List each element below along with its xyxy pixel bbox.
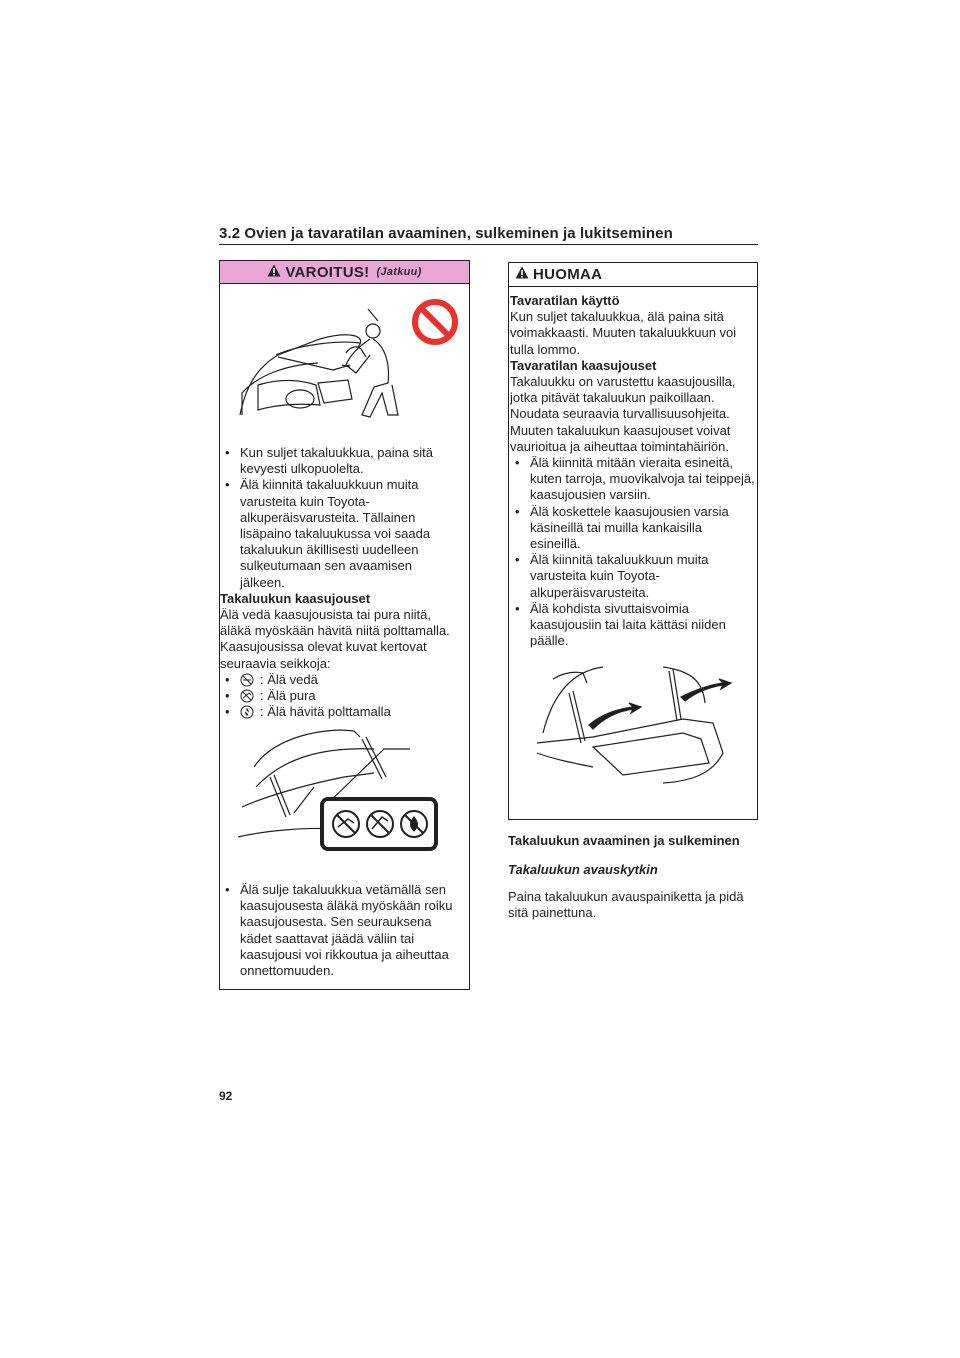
list-item: • Älä kiinnitä takaluukkuun muita varusteita kuin Toyota-alkuperäisvarusteita. Tällainen lisäpaino takaluukussa voi saada takaluukun äkillisesti uudelleen sulkeutumaan sen avaamisen jälkeen. <box>225 477 431 590</box>
gas-strut-labels-illustration <box>234 727 464 857</box>
list-item: • : Älä vedä <box>225 671 318 687</box>
notice-subheading-2: Tavaratilan kaasujouset <box>510 357 657 373</box>
warning-text <box>220 445 460 720</box>
list-item: • : Älä hävitä polttamalla <box>225 704 391 720</box>
notice-header <box>509 263 757 287</box>
main-heading: Takaluukun avaaminen ja sulkeminen <box>508 833 740 848</box>
no-burn-icon <box>240 705 254 719</box>
notice-title: HUOMAA <box>533 266 603 283</box>
list-item: • : Älä pura <box>225 688 316 704</box>
list-item: • Älä koskettele kaasujousien varsia käsineillä tai muilla kankaisilla esineillä. <box>515 503 729 552</box>
closing-trunk-illustration <box>238 295 468 425</box>
notice-paragraph-1: Kun suljet takaluukkua, älä paina sitä voimakkaasti. Muuten takaluukkuun voi tulla lommo. <box>510 309 737 357</box>
warning-suffix: (Jatkuu) <box>376 266 422 278</box>
list-item: • Älä kiinnitä takaluukkuun muita varusteita kuin Toyota-alkuperäisvarusteita. <box>515 552 709 600</box>
open-trunk-illustration <box>533 663 733 791</box>
warning-box <box>219 260 470 990</box>
warning-triangle-icon <box>267 264 281 281</box>
warning-title: VAROITUS! <box>285 263 370 281</box>
main-paragraph: Paina takaluukun avauspainiketta ja pidä sitä painettuna. <box>508 889 744 921</box>
warning-triangle-icon <box>515 266 529 283</box>
prohibition-icon <box>410 297 460 352</box>
list-item: • Älä kohdista sivuttaisvoimia kaasujousiin tai laita kättäsi niiden päälle. <box>515 600 726 649</box>
notice-text <box>510 293 755 649</box>
main-subheading: Takaluukun avauskytkin <box>508 862 658 877</box>
notice-subheading-1: Tavaratilan käyttö <box>510 293 620 308</box>
warning-subheading: Takaluukun kaasujouset <box>220 590 371 606</box>
notice-paragraph-2: Takaluukku on varustettu kaasujousilla, jotka pitävät takaluukun paikoillaan. Noudata seuraavia turvallisuusohjeita. Muuten takaluukun kaasujouset voivat vaurioitua ja aiheuttaa toimintahäiriön. <box>510 374 736 454</box>
page-number: 92 <box>219 1089 233 1103</box>
notice-box <box>508 262 758 820</box>
list-item: • Kun suljet takaluukkua, paina sitä kevyesti ulkopuolelta. <box>225 445 433 477</box>
warning-paragraph: Älä vedä kaasujousista tai pura niitä, äläkä myöskään hävitä niitä polttamalla. Kaasujousissa olevat kuvat kertovat seuraavia seikkoja: <box>220 607 450 671</box>
no-disassemble-icon <box>240 689 254 703</box>
section-title: 3.2 Ovien ja tavaratilan avaaminen, sulkeminen ja lukitseminen <box>219 225 673 242</box>
list-item: • Älä sulje takaluukkua vetämällä sen kaasujousesta äläkä myöskään roiku kaasujousesta. Sen seurauksena kädet saattavat jäädä väliin tai kaasujousi voi rikkoutua ja aiheuttaa onnettomuuden. <box>225 882 453 979</box>
no-pull-icon <box>240 673 254 687</box>
section-rule <box>219 244 758 245</box>
warning-text-2 <box>220 882 460 979</box>
warning-header <box>220 261 469 284</box>
list-item: • Älä kiinnitä mitään vieraita esineitä, kuten tarroja, muovikalvoja tai teippejä, kaasujousien varsiin. <box>515 455 755 503</box>
